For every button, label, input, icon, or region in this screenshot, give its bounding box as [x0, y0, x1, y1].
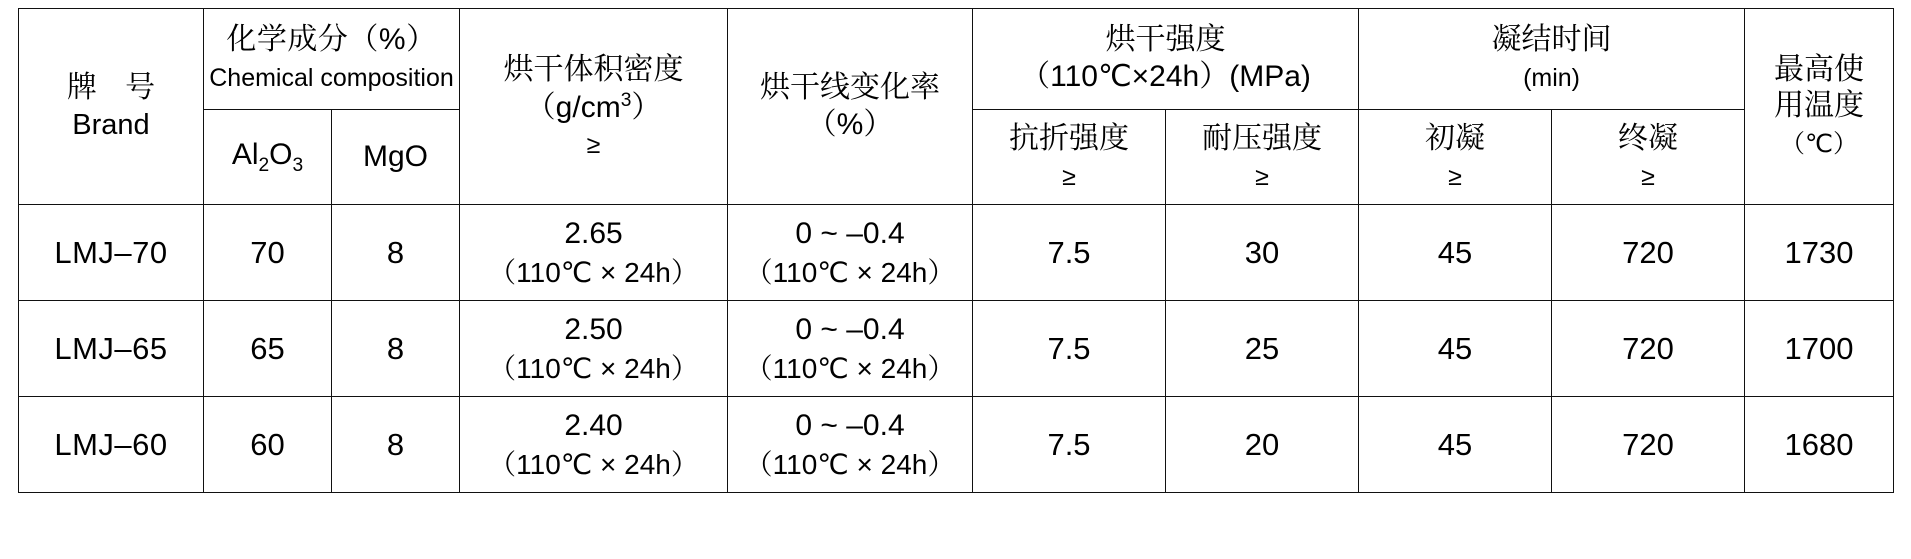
cell-linear-change	[728, 397, 973, 493]
cell-bulk-density-cond: （110℃ × 24h）	[488, 352, 699, 384]
header-linear-change	[728, 9, 973, 205]
header-dry-strength	[973, 9, 1359, 110]
header-row-top	[19, 9, 1894, 110]
header-chemical-en: Chemical composition	[209, 64, 454, 92]
spec-table-container	[18, 8, 1893, 493]
cell-max-temperature: 1700	[1745, 301, 1894, 397]
header-max-temperature-l1: 最高使	[1774, 52, 1865, 86]
cell-bulk-density	[460, 301, 728, 397]
cell-bulk-density	[460, 205, 728, 301]
header-al2o3: $Al_2O_3$	[204, 110, 332, 205]
table-body	[19, 205, 1894, 493]
cell-bulk-density	[460, 397, 728, 493]
header-max-temperature-unit: （℃）	[1779, 129, 1859, 158]
header-brand-cn: 牌 号	[66, 70, 166, 104]
cell-linear-change	[728, 301, 973, 397]
header-setting-time-cn: 凝结时间	[1491, 23, 1612, 57]
cell-al2o3: 70	[204, 205, 332, 301]
cell-linear-change-value: 0 ~ –0.4	[795, 312, 905, 346]
header-brand-en: Brand	[72, 108, 150, 141]
cell-brand: LMJ–65	[19, 301, 204, 397]
cell-mgo: 8	[332, 205, 460, 301]
cell-linear-change	[728, 205, 973, 301]
cell-final-set: 720	[1552, 205, 1745, 301]
header-initial-set	[1359, 110, 1552, 205]
cell-mgo: 8	[332, 301, 460, 397]
table-row	[19, 301, 1894, 397]
cell-al2o3: 60	[204, 397, 332, 493]
table-row	[19, 205, 1894, 301]
header-bulk-density-unit: $(g/cm^3)$	[525, 89, 662, 124]
header-linear-change-cn: 烘干线变化率	[760, 70, 941, 104]
cell-linear-change-value: 0 ~ –0.4	[795, 408, 905, 442]
header-bulk-density	[460, 9, 728, 205]
cell-brand: LMJ–70	[19, 205, 204, 301]
cell-linear-change-cond: （110℃ × 24h）	[744, 448, 956, 480]
header-mor-cn: 抗折强度	[1009, 122, 1130, 156]
header-final-set	[1552, 110, 1745, 205]
cell-bulk-density-cond: （110℃ × 24h）	[488, 256, 699, 288]
cell-max-temperature: 1680	[1745, 397, 1894, 493]
cell-initial-set: 45	[1359, 301, 1552, 397]
header-max-temperature	[1745, 9, 1894, 205]
cell-linear-change-value: 0 ~ –0.4	[795, 216, 905, 250]
header-bulk-density-cn: 烘干体积密度	[503, 53, 684, 87]
cell-linear-change-cond: （110℃ × 24h）	[744, 256, 956, 288]
cell-mor: 7.5	[973, 397, 1166, 493]
cell-bulk-density-value: 2.40	[564, 408, 623, 442]
header-setting-time	[1359, 9, 1745, 110]
header-chemical-composition	[204, 9, 460, 110]
table-header	[19, 9, 1894, 205]
cell-ccs: 30	[1166, 205, 1359, 301]
header-dry-strength-cn: 烘干强度	[1105, 23, 1226, 57]
cell-initial-set: 45	[1359, 397, 1552, 493]
table-row	[19, 397, 1894, 493]
cell-brand: LMJ–60	[19, 397, 204, 493]
header-initial-set-sign: ≥	[1448, 163, 1462, 192]
cell-bulk-density-value: 2.50	[564, 312, 623, 346]
header-mor-sign: ≥	[1062, 163, 1076, 192]
header-max-temperature-l2: 用温度	[1774, 89, 1865, 123]
header-bulk-density-sign: ≥	[586, 131, 601, 160]
refractory-spec-table	[18, 8, 1894, 493]
cell-mor: 7.5	[973, 301, 1166, 397]
header-mor	[973, 110, 1166, 205]
header-ccs	[1166, 110, 1359, 205]
cell-al2o3: 65	[204, 301, 332, 397]
cell-initial-set: 45	[1359, 205, 1552, 301]
header-dry-strength-cond: （110℃×24h）(MPa)	[1020, 60, 1311, 93]
header-setting-time-unit: (min)	[1523, 64, 1580, 92]
cell-bulk-density-value: 2.65	[564, 216, 623, 250]
header-final-set-cn: 终凝	[1618, 122, 1679, 156]
header-linear-change-unit: （%）	[806, 107, 894, 141]
header-ccs-cn: 耐压强度	[1202, 122, 1323, 156]
cell-ccs: 20	[1166, 397, 1359, 493]
cell-final-set: 720	[1552, 301, 1745, 397]
cell-final-set: 720	[1552, 397, 1745, 493]
header-ccs-sign: ≥	[1255, 163, 1269, 192]
cell-max-temperature: 1730	[1745, 205, 1894, 301]
cell-bulk-density-cond: （110℃ × 24h）	[488, 448, 699, 480]
cell-mor: 7.5	[973, 205, 1166, 301]
cell-ccs: 25	[1166, 301, 1359, 397]
header-chemical-cn: 化学成分（%）	[226, 23, 437, 57]
header-initial-set-cn: 初凝	[1425, 122, 1486, 156]
header-brand	[19, 9, 204, 205]
cell-mgo: 8	[332, 397, 460, 493]
header-final-set-sign: ≥	[1641, 163, 1655, 192]
header-mgo: MgO	[332, 110, 460, 205]
cell-linear-change-cond: （110℃ × 24h）	[744, 352, 956, 384]
